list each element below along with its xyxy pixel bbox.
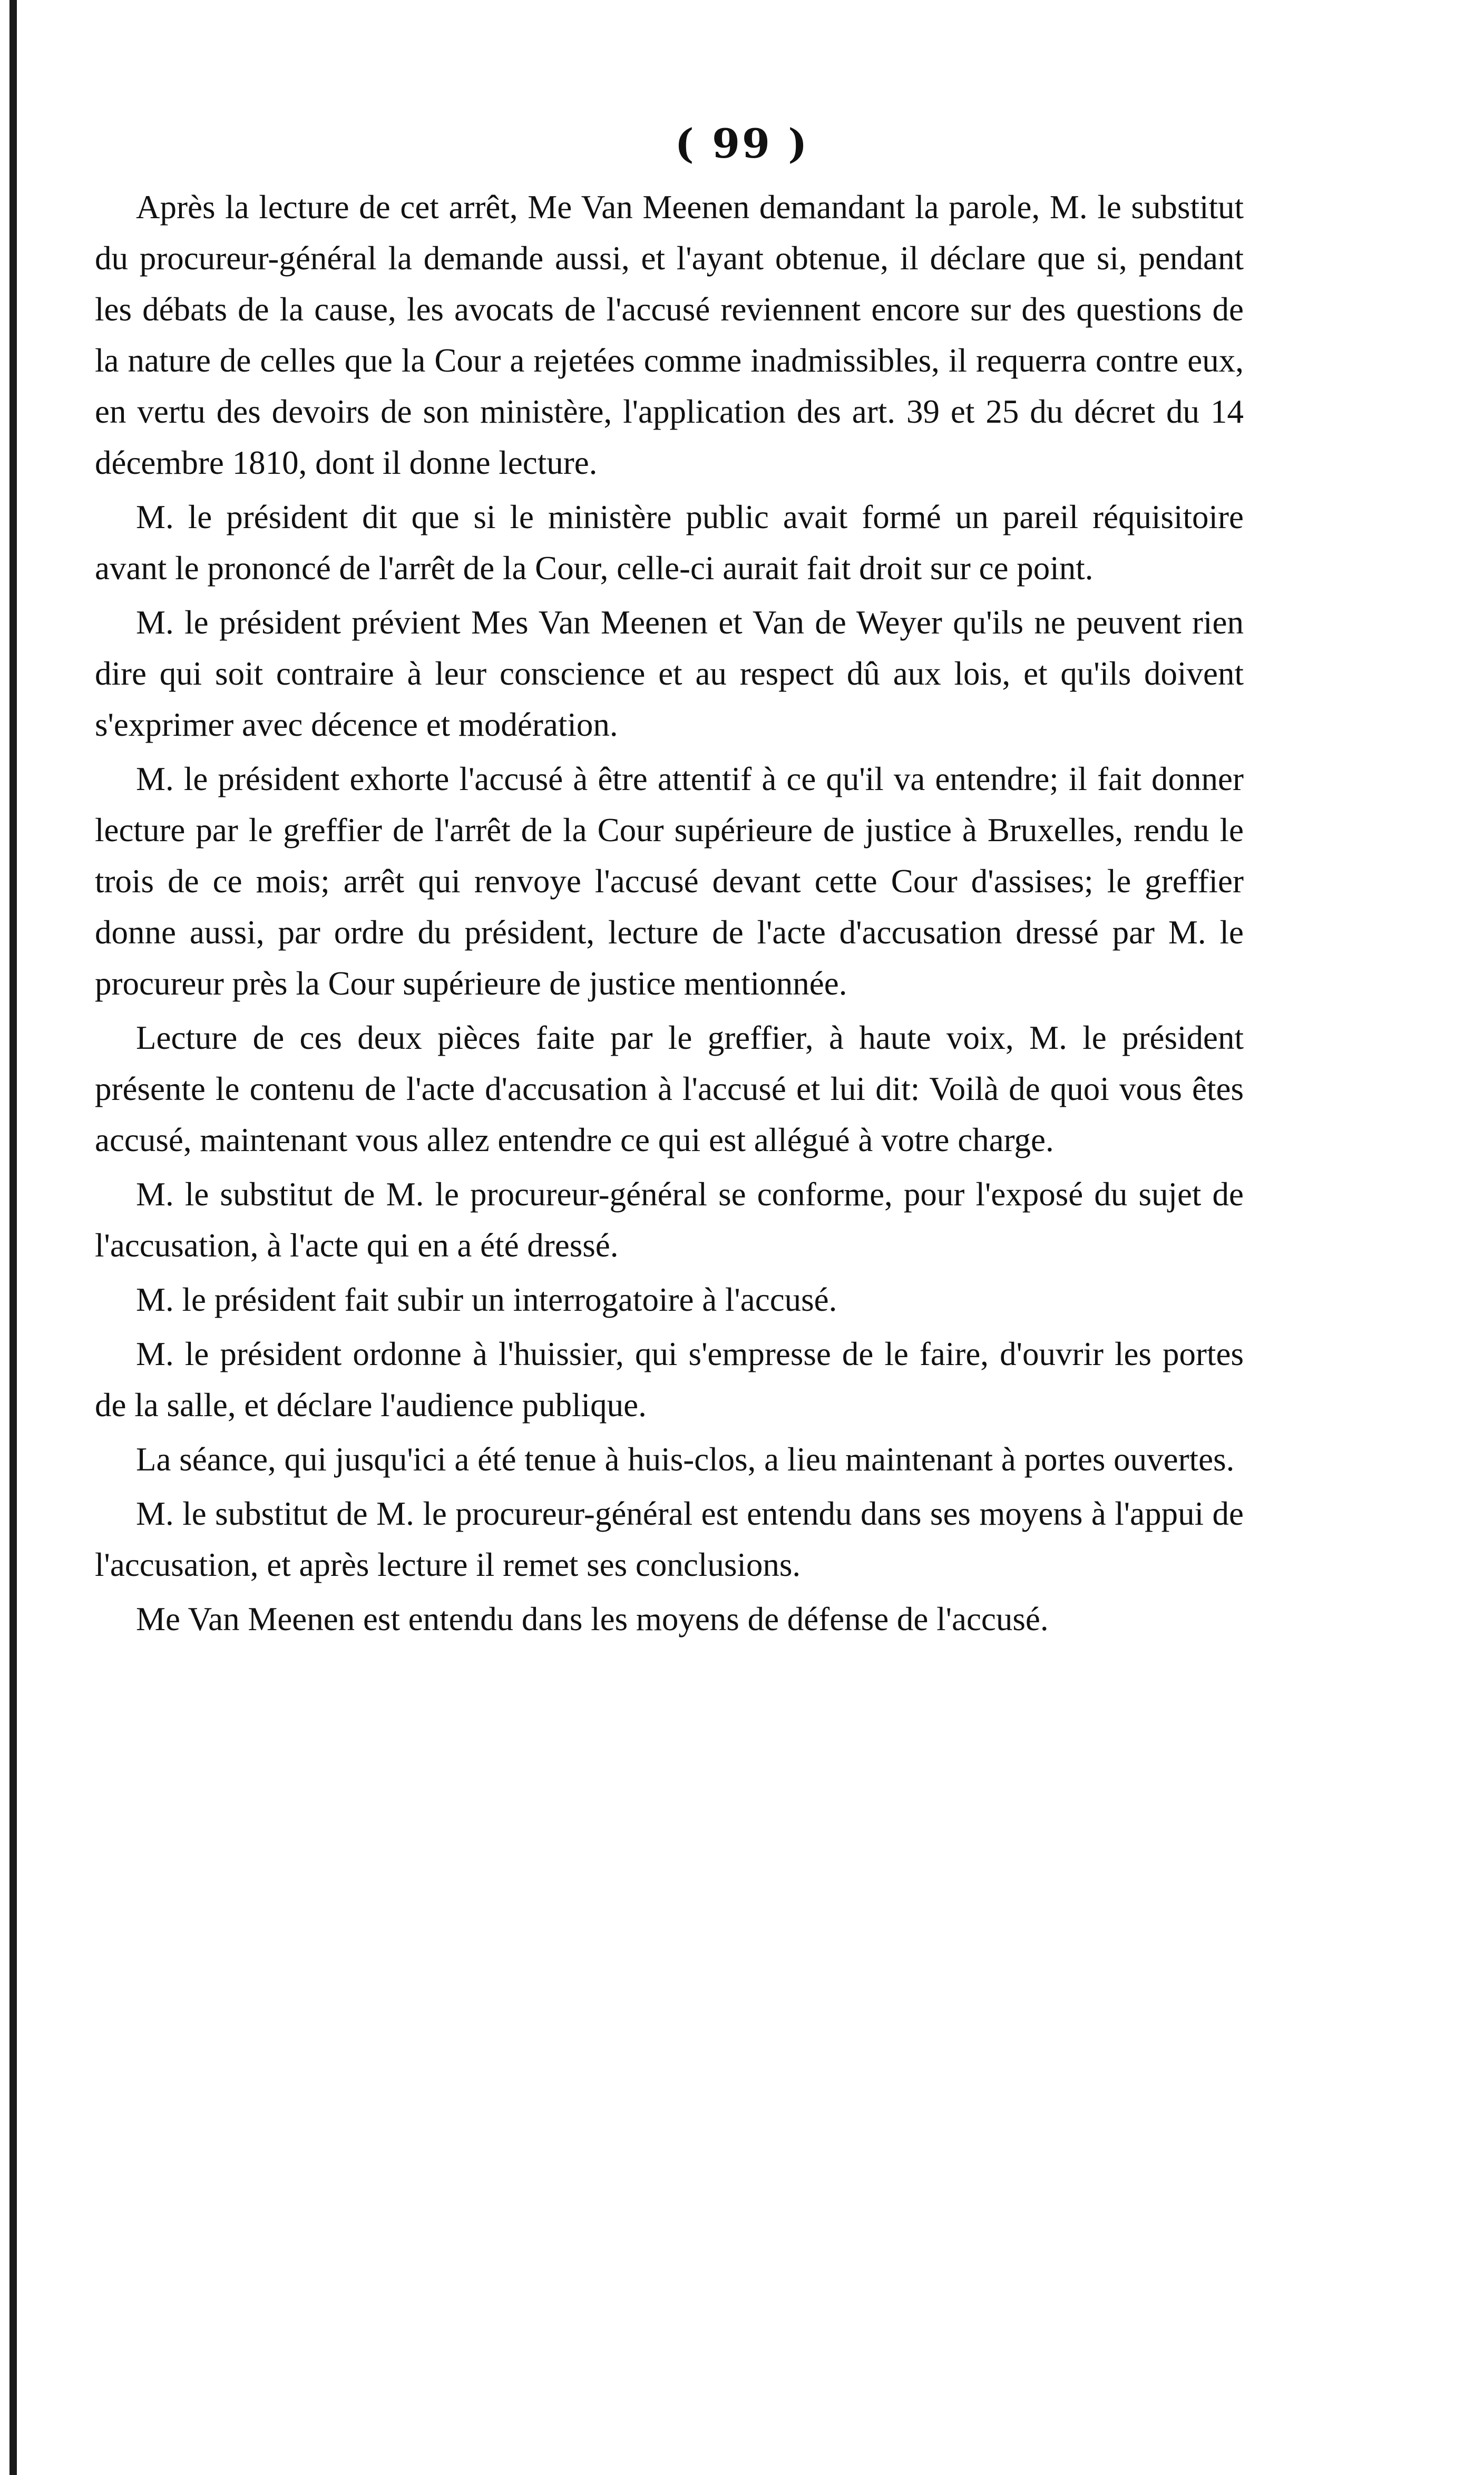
paragraph-4: M. le président exhorte l'accusé à être attentif à ce qu'il va entendre; il fait donner lecture par le greffier de l'arrêt de la Cour supérieure de justice à Bruxelles, rendu le trois de ce mois; arrêt qui renvoye l'accusé devant cette Cour d'assises; le greffier donne aussi, par ordre du président, lecture de l'acte d'accusation dressé par M. le procureur près la Cour supérieure de justice mentionnée. [95,761,1244,1002]
paragraph-1: Après la lecture de cet arrêt, Me Van Meenen demandant la parole, M. le substitut du procureur-général la demande aussi, et l'ayant obtenue, il déclare que si, pendant les débats de la cause, les avocats de l'accusé reviennent encore sur des questions de la nature de celles que la Cour a rejetées comme inadmissibles, il requerra contre eux, en vertu des devoirs de son ministère, l'application des art. 39 et 25 du décret du 14 décembre 1810, dont il donne lecture. [95,189,1244,481]
paragraph-7: M. le président fait subir un interrogatoire à l'accusé. [136,1281,837,1318]
paragraph-5: Lecture de ces deux pièces faite par le greffier, à haute voix, M. le président présente le contenu de l'acte d'accusation à l'accusé et lui dit: Voilà de quoi vous êtes accusé, maintenant vous allez entendre ce qui est allégué à votre charge. [95,1019,1244,1158]
paragraph-6: M. le substitut de M. le procureur-général se conforme, pour l'exposé du sujet de l'accusation, à l'acte qui en a été dressé. [95,1176,1244,1264]
paragraph-9: La séance, qui jusqu'ici a été tenue à huis-clos, a lieu maintenant à portes ouvertes. [136,1441,1235,1478]
page-number: ( 99 ) [675,120,809,167]
paragraph-8: M. le président ordonne à l'huissier, qui s'empresse de le faire, d'ouvrir les portes de la salle, et déclare l'audience publique. [95,1336,1244,1424]
body-text [95,182,1244,1645]
paragraph-11: Me Van Meenen est entendu dans les moyens de défense de l'accusé. [136,1601,1049,1638]
binding-edge [9,0,17,2475]
paragraph-3: M. le président prévient Mes Van Meenen et Van de Weyer qu'ils ne peuvent rien dire qui soit contraire à leur conscience et au respect dû aux lois, et qu'ils doivent s'exprimer avec décence et modération. [95,604,1244,743]
paragraph-10: M. le substitut de M. le procureur-général est entendu dans ses moyens à l'appui de l'accusation, et après lecture il remet ses conclusions. [95,1495,1244,1583]
paragraph-2: M. le président dit que si le ministère public avait formé un pareil réquisitoire avant le prononcé de l'arrêt de la Cour, celle-ci aurait fait droit sur ce point. [95,499,1244,587]
